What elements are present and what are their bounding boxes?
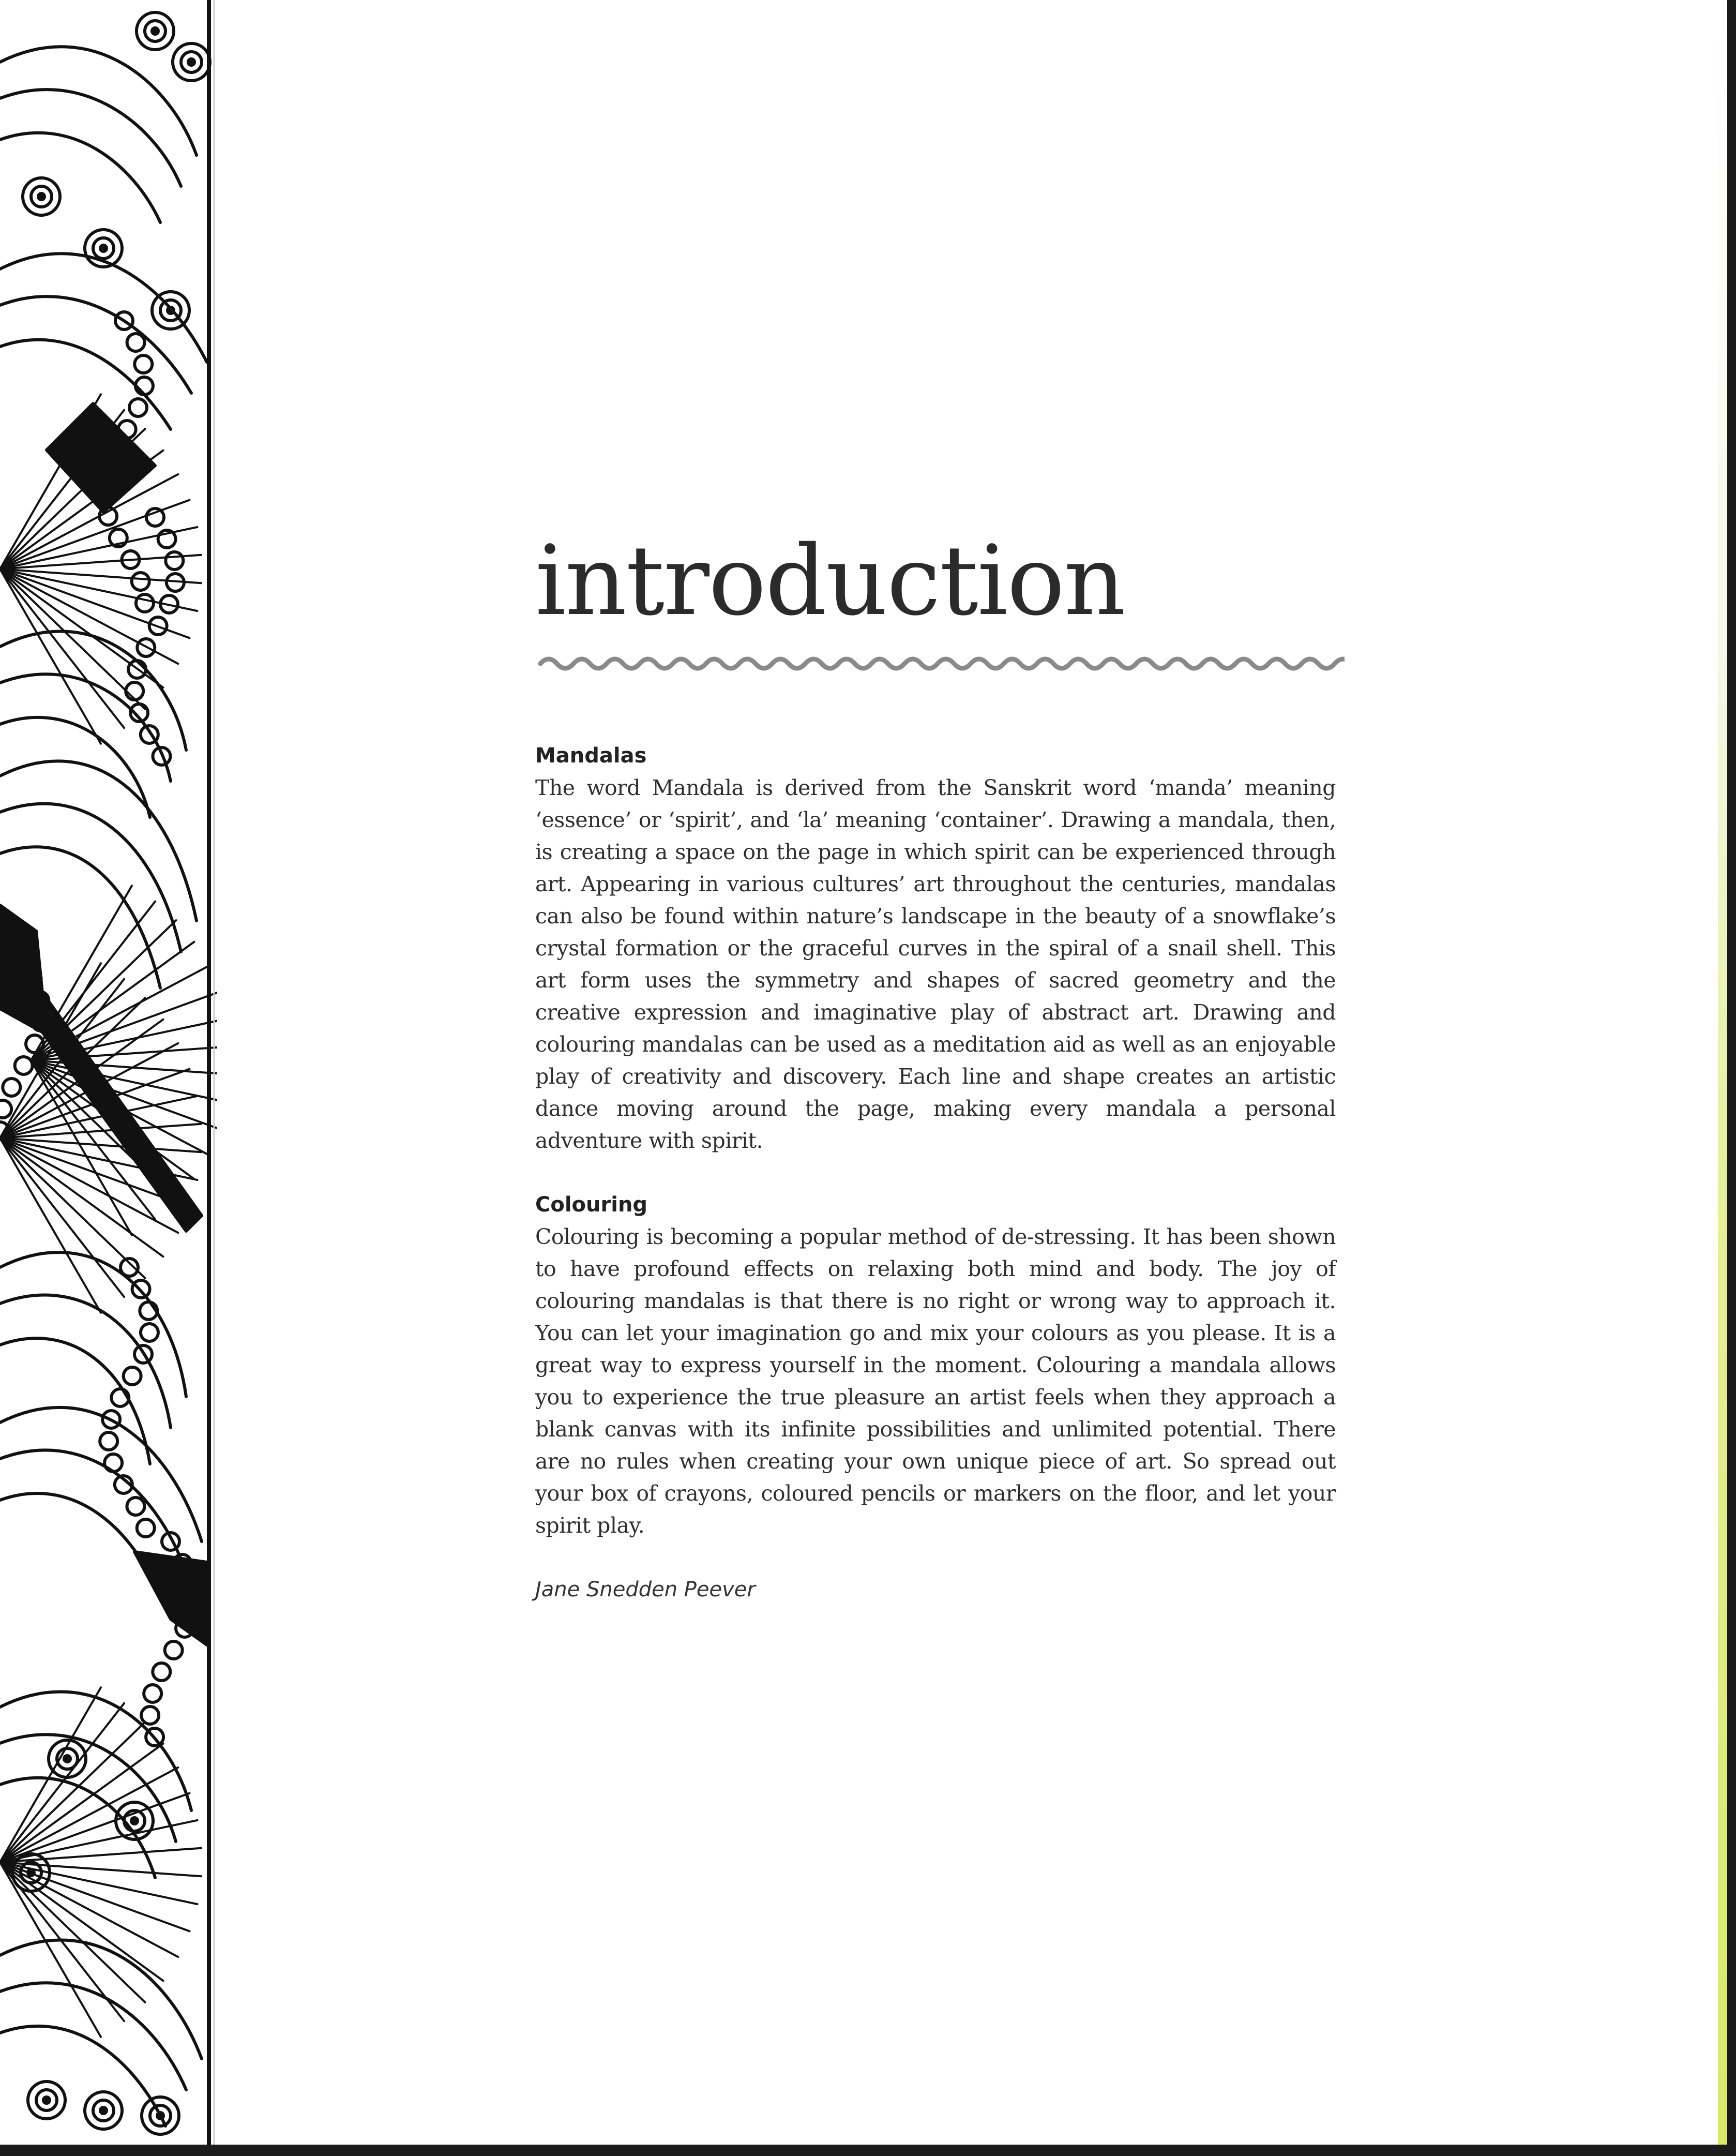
mandala-line-art-illustration: [0, 0, 217, 2156]
section-heading: Colouring: [535, 1193, 648, 1217]
page-edge-right: [1727, 0, 1736, 2156]
wavy-line-divider: [538, 644, 1345, 680]
page-edge-bottom: [0, 2145, 1736, 2156]
article-body: [535, 740, 1336, 1606]
page-title: introduction: [535, 525, 1125, 637]
section-paragraph: The word Mandala is derived from the Sanskrit word ‘manda’ meaning ‘essence’ or ‘spirit’, and ‘la’ meaning ‘container’. Drawing a mandala, then, is creating a space on the page in which spirit can be experienced through art. Appearing in various cultures’ art throughout the centuries, mandalas can also be found within nature’s landscape in the beauty of a snowflake’s crystal formation or the graceful curves in the spiral of a snail shell. This art form uses the symmetry and shapes of sacred geometry and the creative expression and imaginative play of abstract art. Drawing and colouring mandalas can be used as a meditation aid as well as an enjoyable play of creativity and discovery. Each line and shape creates an artistic dance moving around the page, making every mandala a personal adventure with spirit.: [535, 775, 1336, 1153]
page-edge-green: [1718, 0, 1727, 2156]
section-heading: Mandalas: [535, 744, 647, 768]
author-signature: Jane Snedden Peever: [535, 1578, 756, 1601]
section-paragraph: Colouring is becoming a popular method of de-stressing. It has been shown to have profound effects on relaxing both mind and body. The joy of colouring mandalas is that there is no right or wrong way to approach it. You can let your imagination go and mix your colours as you please. It is a great way to express yourself in the moment. Colouring a mandala allows you to experience the true pleasure an artist feels when they approach a blank canvas with its infinite possibilities and unlimited potential. There are no rules when creating your own unique piece of art. So spread out your box of crayons, coloured pencils or markers on the floor, and let your spirit play.: [535, 1224, 1336, 1538]
section-mandalas: [535, 740, 1336, 1157]
mandala-art-strip: [0, 0, 217, 2156]
section-colouring: [535, 1189, 1336, 1541]
